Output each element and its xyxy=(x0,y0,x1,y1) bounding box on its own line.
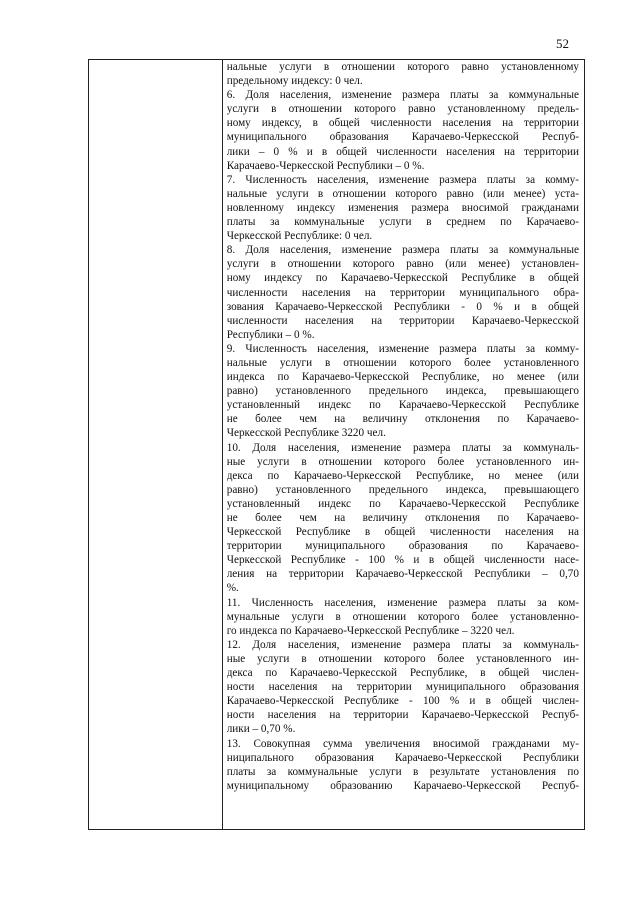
page-number: 52 xyxy=(556,36,569,51)
text-line: индекса по Карачаево-Черкесской Республике, но менее (или xyxy=(226,371,579,384)
table-right-cell xyxy=(223,60,584,829)
text-line: мунальные услуги в отношении которого более установленно- xyxy=(226,610,579,623)
text-line: лики – 0,70 %. xyxy=(226,723,296,736)
text-line: 10. Доля населения, изменение размера платы за коммуналь- xyxy=(226,441,579,454)
text-line: 8. Доля населения, изменение размера платы за коммунальные xyxy=(226,244,579,257)
document-table xyxy=(88,59,585,830)
text-line: ности населения на территории муниципального образования xyxy=(226,681,579,694)
text-line: нальные услуги в отношении которого равно установленному xyxy=(226,61,579,73)
text-line: Черкесской Республике в общей численности населения на xyxy=(226,526,579,539)
text-line: численности населения на территории Карачаево-Черкесской xyxy=(226,314,579,327)
text-line: платы за коммунальные услуги в результате установления по xyxy=(226,765,579,778)
text-line: 7. Численность населения, изменение размера платы за комму- xyxy=(226,173,579,186)
text-line: 12. Доля населения, изменение размера платы за коммуналь- xyxy=(226,638,579,651)
text-line: территории муниципального образования по Карачаево- xyxy=(226,540,579,553)
text-line: установленный индекс по Карачаево-Черкесской Республике xyxy=(226,497,579,510)
text-line: не более чем на величину отклонения по Карачаево- xyxy=(226,512,579,524)
text-line: 13. Совокупная сумма увеличения вносимой гражданами му- xyxy=(226,737,579,750)
text-line: равно) установленного предельного индекса, превышающего xyxy=(226,385,579,398)
text-paragraph xyxy=(227,638,579,737)
text-line: нальные услуги в отношении которого равно (или менее) уста- xyxy=(226,187,579,200)
text-paragraph xyxy=(227,596,579,638)
text-line: Карачаево-Черкесской Республики – 0 %. xyxy=(226,159,425,172)
text-line: Республики – 0 %. xyxy=(226,328,315,341)
text-paragraph xyxy=(227,243,579,342)
text-line: декса по Карачаево-Черкесской Республике, но менее (или xyxy=(226,469,579,482)
text-line: го индекса по Карачаево-Черкесской Республике – 3220 чел. xyxy=(226,624,515,637)
text-line: Черкесской Республике 3220 чел. xyxy=(226,427,386,440)
text-line: нальные услуги в отношении которого более установленного xyxy=(226,356,579,369)
text-paragraph xyxy=(227,737,579,793)
text-line: %. xyxy=(226,582,239,595)
text-line: ные услуги в отношении которого более установленного ин- xyxy=(226,455,579,468)
text-paragraph xyxy=(227,342,579,441)
text-line: новленному индексу изменения размера вносимой гражданами xyxy=(226,201,579,214)
text-line: декса по Карачаево-Черкесской Республике, в общей числен- xyxy=(226,667,579,680)
text-paragraph xyxy=(227,441,579,596)
text-line: равно) установленного предельного индекса, превышающего xyxy=(226,483,579,496)
text-line: ности населения на территории Карачаево-Черкесской Респуб- xyxy=(226,709,579,722)
text-line: численности населения на территории муниципального обра- xyxy=(226,286,579,299)
text-line: зования Карачаево-Черкесской Республики - 0 % и в общей xyxy=(226,300,579,313)
text-line: Черкесской Республике - 100 % и в общей численности насе- xyxy=(226,554,579,567)
text-paragraph xyxy=(227,60,579,88)
text-line: установленный индекс по Карачаево-Черкесской Республике xyxy=(226,399,579,412)
text-line: услуги в отношении которого равно установленному предель- xyxy=(226,103,579,116)
text-line: 6. Доля населения, изменение размера платы за коммунальные xyxy=(226,89,579,102)
text-line: ному индексу, в общей численности населения на территории xyxy=(226,117,579,130)
text-line: 11. Численность населения, изменение размера платы за ком- xyxy=(226,596,579,609)
text-line: ному индексу по Карачаево-Черкесской Республике в общей xyxy=(226,272,579,285)
text-line: ления на территории Карачаево-Черкесской Республики – 0,70 xyxy=(226,568,579,581)
text-line: предельному индексу: 0 чел. xyxy=(226,75,363,88)
text-line: ниципального образования Карачаево-Черкесской Республики xyxy=(226,751,579,764)
text-paragraph xyxy=(227,88,579,173)
text-line: Черкесской Республике: 0 чел. xyxy=(226,230,373,243)
text-line: ные услуги в отношении которого более установленного ин- xyxy=(226,652,579,665)
text-line: услуги в отношении которого равно (или менее) установлен- xyxy=(226,258,579,271)
text-line: муниципальному образованию Карачаево-Черкесской Респуб- xyxy=(226,779,579,792)
text-line: платы за коммунальные услуги в среднем по Карачаево- xyxy=(226,216,579,229)
text-line: Карачаево-Черкесской Республике - 100 % и в общей числен- xyxy=(226,695,579,708)
text-line: не более чем на величину отклонения по Карачаево- xyxy=(226,413,579,426)
text-line: 9. Численность населения, изменение размера платы за комму- xyxy=(226,342,579,355)
text-line: муниципального образования Карачаево-Черкесской Респуб- xyxy=(226,131,579,144)
table-left-cell xyxy=(89,60,223,829)
text-paragraph xyxy=(227,173,579,243)
text-line: лики – 0 % и в общей численности населения на территории xyxy=(226,145,579,158)
